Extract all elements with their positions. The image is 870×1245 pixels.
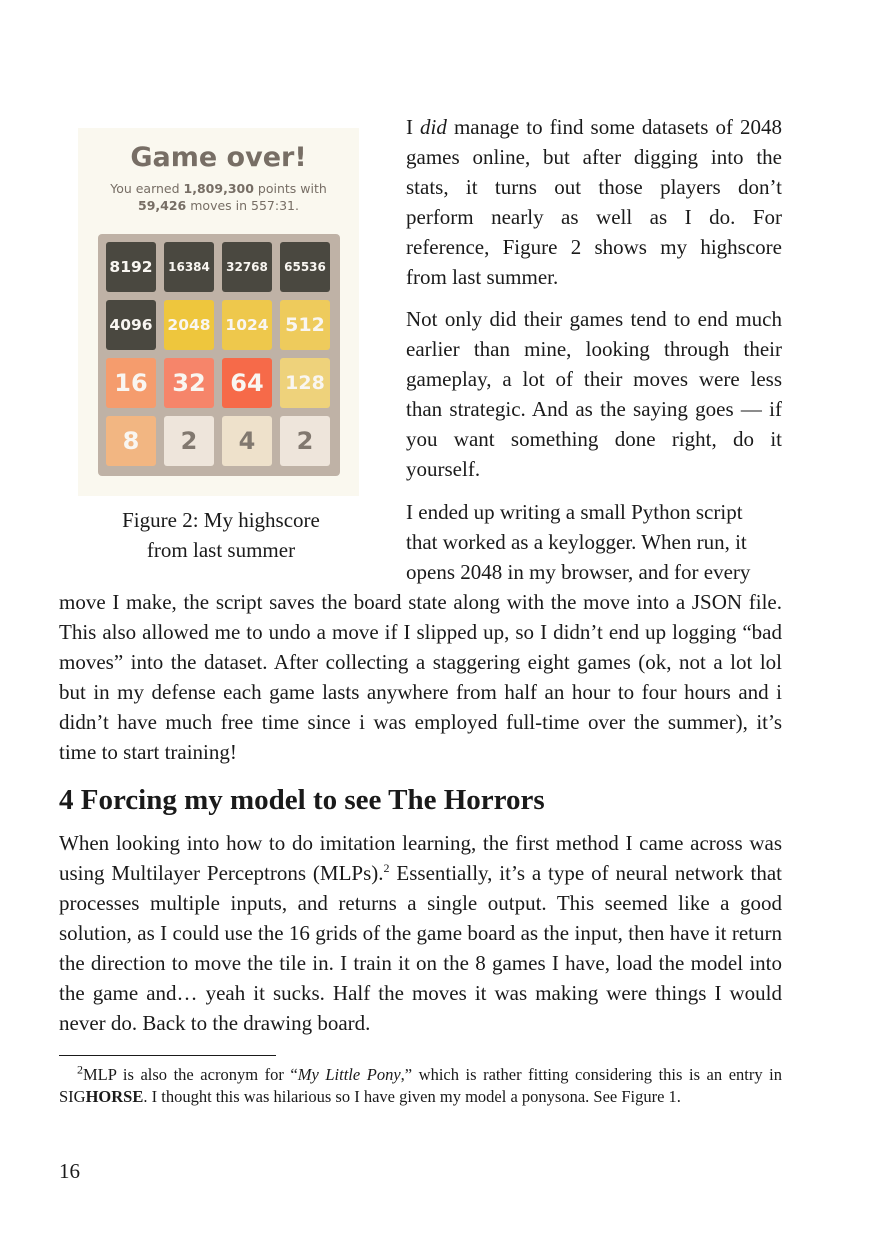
tile-4096: 4096 [106,300,156,350]
paragraph-keylogger-rest: move I make, the script saves the board state along with the move into a JSON file. This also allowed me to undo a move if I slipped up, so I didn’t end up logging “bad moves” into the dataset. After collecting a staggering eight games (ok, not a lot lol but in my defense each game lasts anywhere from half an hour to four hours and i didn’t have much free time since i was employed full-time over the summer), it’s time to start training! [59,590,782,764]
tile-512: 512 [280,300,330,350]
footnote-rule [59,1055,276,1056]
game-over-title: Game over! [130,142,307,173]
tile-16384: 16384 [164,242,214,292]
tile-8192: 8192 [106,242,156,292]
tile-64: 64 [222,358,272,408]
paragraph-mlp: When looking into how to do imitation learning, the first method I came across was using Multilayer Perceptrons (MLPs).$^2$ Essentially, it’s a type of neural network that processes multiple inputs, and returns a single output. This seemed like a good solution, as I could use the 16 grids of the game board as the input, then have it return the direction to move the tile in. I train it on the 8 games I have, load the model into the game and… yeah it sucks. Half the moves it was making were things I would never do. Back to the drawing board. [59,831,782,1035]
tile-8: 8 [106,416,156,466]
paragraph-strategy: Not only did their games tend to end much earlier than mine, looking through their gameplay, a lot of their moves were less than strategic. And as the saying goes — if you want something done right, do it yourself. [406,307,782,481]
footnote-ref: 2 [383,861,390,875]
tile-4: 4 [222,416,272,466]
tile-16: 16 [106,358,156,408]
game-over-screenshot [78,128,359,496]
tile-65536: 65536 [280,242,330,292]
page-number: 16 [59,1159,80,1183]
figure-caption: Figure 2: My highscore from last summer [122,508,320,562]
section-heading: 4 Forcing my model to see The Horrors [59,784,545,816]
footnote: $^2$MLP is also the acronym for “My Little Pony,” which is rather fitting considering this is an entry in SIGHORSE. I thought this was hilarious so I have given my model a ponysona. See Figure 1. [59,1062,782,1106]
tile-2048: 2048 [164,300,214,350]
tile-32768: 32768 [222,242,272,292]
tile-2: 2 [164,416,214,466]
tile-32: 32 [164,358,214,408]
paragraph-datasets: I did manage to find some datasets of 2048 games online, but after digging into the stats, it turns out those players don’t perform nearly as well as I do. For reference, Figure 2 shows my highscore from last summer. [406,115,782,289]
game-board [98,234,340,476]
tile-128: 128 [280,358,330,408]
game-over-summary: You earned 1,809,300 points with 59,426 moves in 557:31. [110,181,327,213]
tile-1024: 1024 [222,300,272,350]
paragraph-keylogger-line-3: opens 2048 in my browser, and for every [406,560,751,584]
paragraph-keylogger-line-2: that worked as a keylogger. When run, it [406,530,747,554]
paragraph-keylogger-line-1: I ended up writing a small Python script [406,500,743,524]
tile-2: 2 [280,416,330,466]
